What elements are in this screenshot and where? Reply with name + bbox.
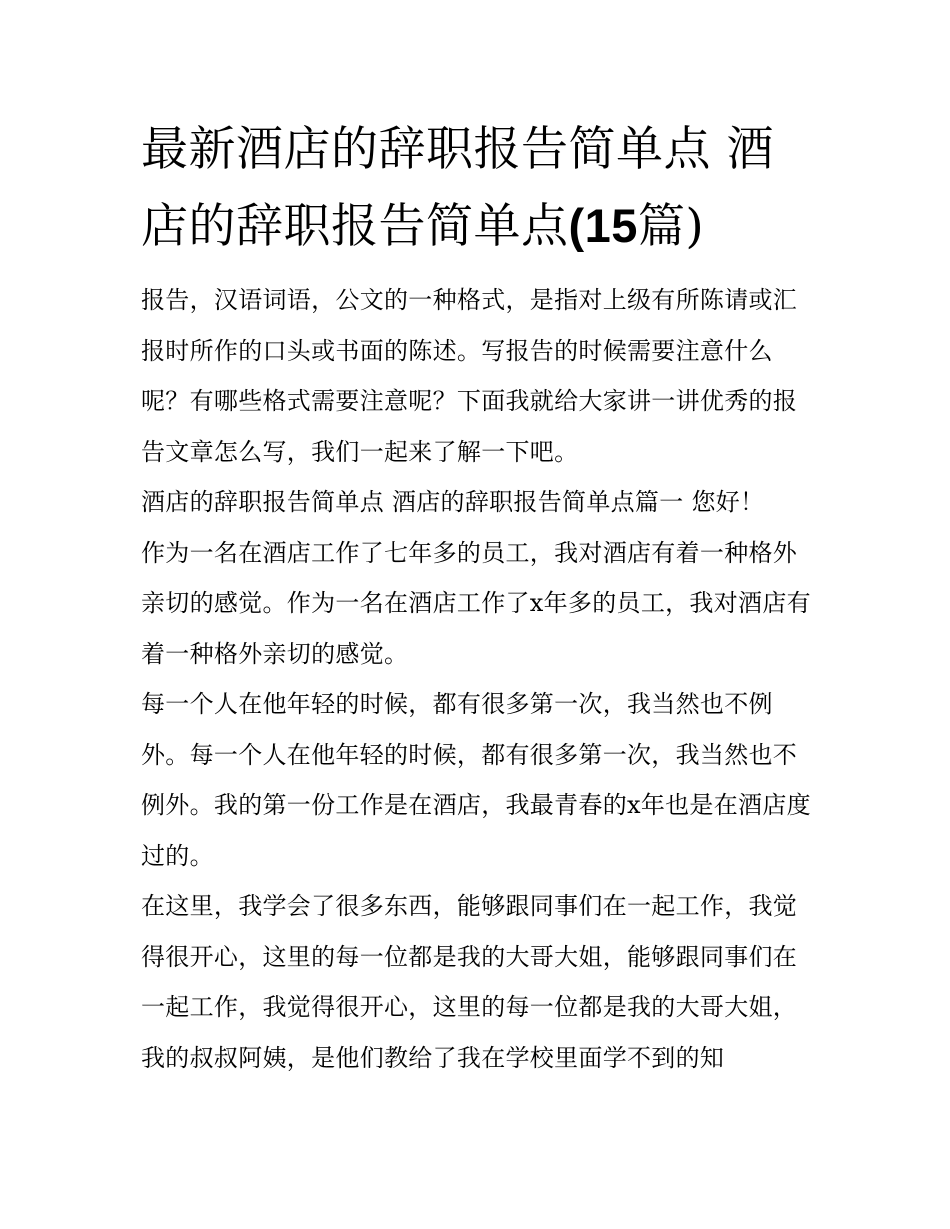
body-paragraph: 每一个人在他年轻的时候，都有很多第一次，我当然也不例外。每一个人在他年轻的时候，都有很多第一次，我当然也不例外。我的第一份工作是在酒店，我最青春的x年也是在酒店度过的。 xyxy=(141,690,811,870)
section-heading: 酒店的辞职报告简单点 酒店的辞职报告简单点篇一 您好！ xyxy=(141,488,765,516)
intro-paragraph: 报告，汉语词语，公文的一种格式，是指对上级有所陈请或汇报时所作的口头或书面的陈述。写报告的时候需要注意什么呢？有哪些格式需要注意呢？下面我就给大家讲一讲优秀的报告文章怎么写，我们一起来了解一下吧。 xyxy=(141,286,798,466)
document-title xyxy=(141,112,813,265)
document-body xyxy=(141,112,813,1083)
body-paragraph: 作为一名在酒店工作了七年多的员工，我对酒店有着一种格外亲切的感觉。作为一名在酒店工作了x年多的员工，我对酒店有着一种格外亲切的感觉。 xyxy=(141,538,811,668)
title-main: 最新酒店的辞职报告简单点 酒店的辞职报告简单点 xyxy=(141,122,774,254)
title-count: (15 xyxy=(568,199,638,252)
body-paragraph: 在这里，我学会了很多东西，能够跟同事们在一起工作，我觉得很开心，这里的每一位都是我的大哥大姐，能够跟同事们在一起工作，我觉得很开心，这里的每一位都是我的大哥大姐，我的叔叔阿姨，是他们教给了我在学校里面学不到的知 xyxy=(141,892,798,1072)
title-suffix: 篇) xyxy=(637,199,705,254)
